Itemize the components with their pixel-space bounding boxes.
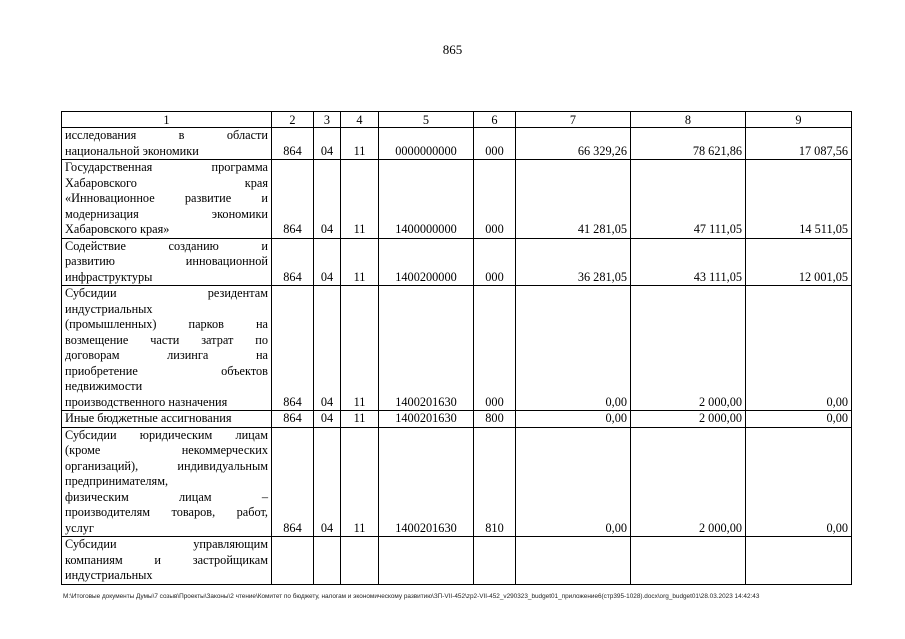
table-cell: 11 [341,286,379,411]
description-line: физическим лицам – [65,489,268,504]
table-cell: 2 000,00 [631,286,746,411]
header-cell: 2 [272,112,314,128]
table-cell: 0,00 [746,286,852,411]
header-cell: 7 [516,112,631,128]
table-cell: 864 [272,128,314,160]
table-cell: 1400200000 [379,238,474,286]
table-row [62,128,852,160]
description-line: предпринимателям, [65,474,169,488]
table-cell: 864 [272,286,314,411]
description-line: услуг [65,520,94,535]
table-cell: 04 [314,238,341,286]
table-cell [631,537,746,585]
description-line: возмещение части затрат по [65,332,268,347]
table-row [62,411,852,428]
table-cell [341,537,379,585]
description-line: производственного назначения [65,394,228,409]
table-cell: 0000000000 [379,128,474,160]
table-cell: 11 [341,427,379,537]
description-line: «Инновационное развитие и [65,191,268,205]
row-description [62,238,272,286]
description-line: компаниям и застройщикам [65,552,268,567]
description-line: национальной экономики [65,143,199,158]
header-cell: 5 [379,112,474,128]
header-cell: 1 [62,112,272,128]
table-row [62,537,852,585]
description-line: Субсидии резидентам [65,286,268,300]
header-cell: 3 [314,112,341,128]
table-cell: 04 [314,160,341,239]
description-line: инфраструктуры [65,269,153,284]
table-cell: 2 000,00 [631,411,746,428]
table-cell [474,537,516,585]
table-row [62,286,852,411]
table-cell: 04 [314,128,341,160]
table-cell: 04 [314,411,341,428]
table-cell: 36 281,05 [516,238,631,286]
description-line: индустриальных [65,301,153,316]
description-line: Хабаровского края» [65,222,170,236]
table-header-row [62,112,852,128]
table-cell: 800 [474,411,516,428]
table-cell: 11 [341,411,379,428]
description-line: Содействие созданию и [65,238,268,253]
table-cell [379,537,474,585]
table-cell: 47 111,05 [631,160,746,239]
table-cell: 66 329,26 [516,128,631,160]
table-cell: 864 [272,427,314,537]
row-description [62,286,272,411]
table-cell: 810 [474,427,516,537]
description-line: Иные бюджетные ассигнования [65,411,232,425]
table-cell: 2 000,00 [631,427,746,537]
table-cell: 1400000000 [379,160,474,239]
table-cell: 78 621,86 [631,128,746,160]
description-line: производителям товаров, работ, [65,505,268,519]
header-cell: 6 [474,112,516,128]
description-line: организаций), индивидуальным [65,458,268,473]
table-cell: 11 [341,128,379,160]
table-cell [516,537,631,585]
table-cell: 0,00 [746,427,852,537]
table-cell [746,537,852,585]
description-line: Субсидии управляющим [65,537,268,551]
description-line: (промышленных) парков на [65,317,268,331]
table-cell: 11 [341,238,379,286]
table-cell: 864 [272,160,314,239]
table-cell: 000 [474,128,516,160]
header-cell: 9 [746,112,852,128]
table-cell: 1400201630 [379,286,474,411]
table-cell: 1400201630 [379,411,474,428]
table-cell: 0,00 [516,286,631,411]
description-line: Государственная программа [65,160,268,174]
budget-table [61,111,852,585]
description-line: Хабаровского края [65,175,268,190]
description-line: договорам лизинга на [65,348,268,362]
table-cell: 43 111,05 [631,238,746,286]
table-cell: 000 [474,238,516,286]
row-description [62,128,272,160]
description-line: (кроме некоммерческих [65,443,268,457]
table-cell: 0,00 [746,411,852,428]
table-cell: 864 [272,238,314,286]
description-line: развитию инновационной [65,254,268,268]
page-number: 865 [442,42,463,57]
table-cell: 000 [474,160,516,239]
table-row [62,160,852,239]
table-cell: 17 087,56 [746,128,852,160]
table-cell: 04 [314,427,341,537]
table-cell: 0,00 [516,427,631,537]
table-row [62,238,852,286]
table-cell: 11 [341,160,379,239]
header-cell: 4 [341,112,379,128]
row-description [62,537,272,585]
table-cell: 000 [474,286,516,411]
row-description [62,160,272,239]
description-line: недвижимости [65,379,143,393]
table-cell: 04 [314,286,341,411]
description-line: модернизация экономики [65,206,268,221]
table-cell [272,537,314,585]
description-line: исследования в области [65,128,268,142]
row-description [62,411,272,428]
header-cell: 8 [631,112,746,128]
table-row [62,427,852,537]
table-cell: 14 511,05 [746,160,852,239]
description-line: индустриальных [65,568,153,582]
row-description [62,427,272,537]
table-cell: 41 281,05 [516,160,631,239]
description-line: Субсидии юридическим лицам [65,427,268,442]
table-cell: 864 [272,411,314,428]
table-cell: 12 001,05 [746,238,852,286]
table-cell [314,537,341,585]
table-cell: 0,00 [516,411,631,428]
table-cell: 1400201630 [379,427,474,537]
description-line: приобретение объектов [65,363,268,378]
document-path-footer: M:\Итоговые документы Думы\7 созыв\Проекты\Законы\2 чтение\Комитет по бюджету, налогам и экономическому развитию\ЗП-VII-452\zp2-VII-452_v290323_budget01_приложение6(стр395-1028).docx\org_budget01\28.03.2023 14:42:43 [63,593,760,600]
